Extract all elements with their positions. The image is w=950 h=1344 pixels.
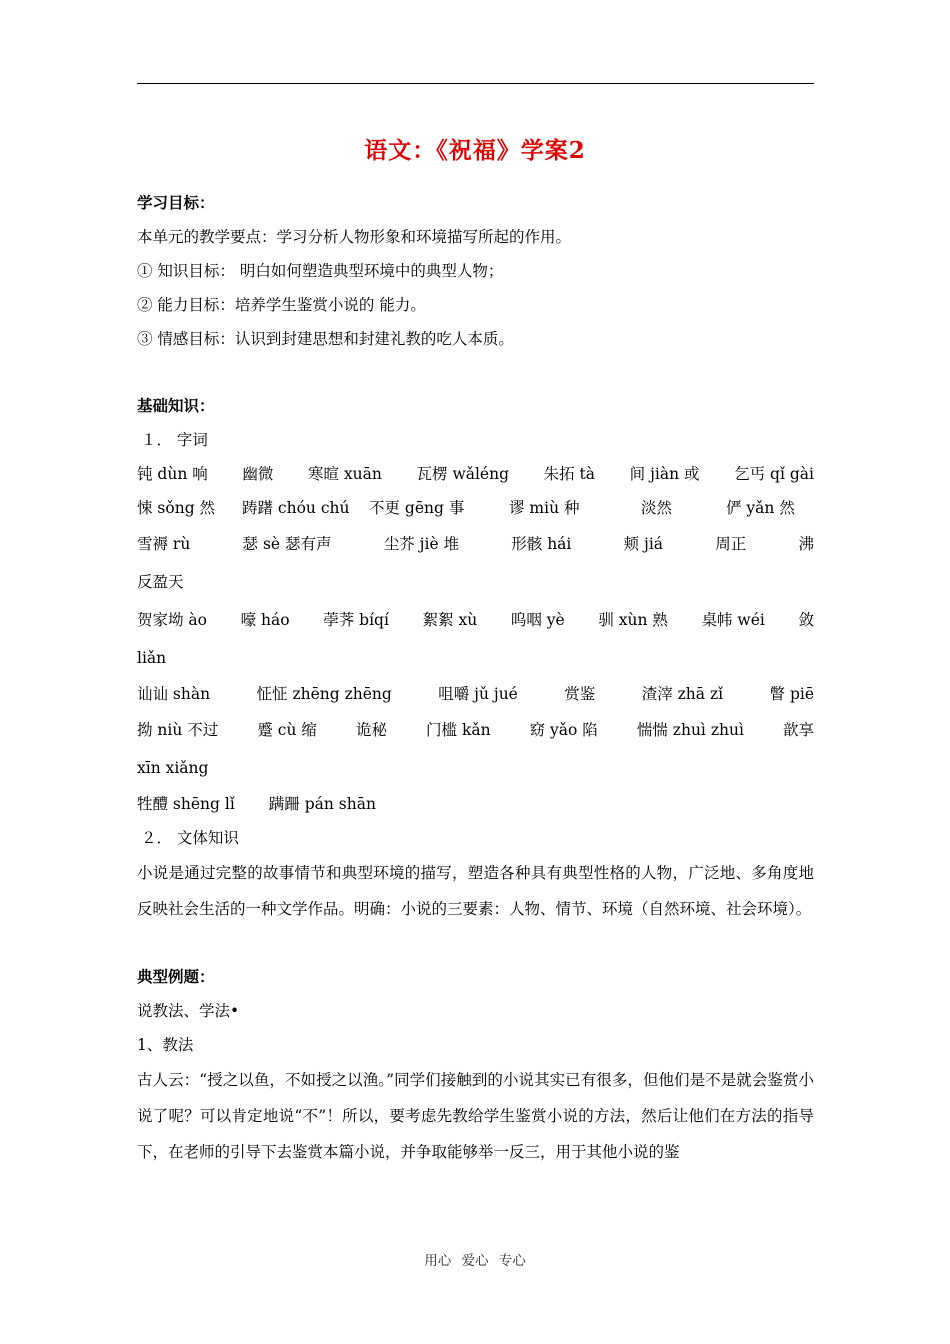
vocab-word: 间 jiàn 或 [629, 465, 700, 483]
vocab-word: 桌帏 wéi [701, 611, 765, 629]
vocab-word: 幽微 [242, 465, 274, 483]
vocab-word: 窈 yǎo 陷 [529, 721, 598, 739]
vocab-word: 赏鉴 [564, 685, 596, 703]
vocab-row [137, 525, 814, 563]
vocab-word: 反盈天 [137, 573, 184, 591]
vocab-word: 贺家坳 ào [137, 611, 207, 629]
examples-heading: 典型例题： [137, 967, 215, 986]
vocab-word: 瑟 sè 瑟有声 [242, 535, 332, 553]
vocab-word: 蹙 cù 缩 [257, 721, 317, 739]
vocab-word: 荸荠 bíqí [323, 611, 389, 629]
vocab-list [137, 457, 814, 821]
vocab-word: 颊 jiá [623, 535, 664, 553]
vocab-word: 乞丐 qǐ gài [734, 465, 814, 483]
vocab-word: 形骸 hái [511, 535, 572, 553]
vocab-word: 悚 sǒng 然 [137, 499, 216, 517]
vocab-word: 瓦楞 wǎléng [416, 465, 509, 483]
genre-paragraph: 小说是通过完整的故事情节和典型环境的描写，塑造各种具有典型性格的人物，广泛地、多角度地反映社会生活的一种文学作品。明确：小说的三要素：人物、情节、环境（自然环境、社会环境）。 [137, 864, 814, 918]
vocab-word: 沸 [798, 535, 814, 553]
vocab-word: 寒暄 xuān [308, 465, 382, 483]
objective-line: 本单元的教学要点：学习分析人物形象和环境描写所起的作用。 [137, 228, 572, 246]
vocab-row [137, 711, 814, 749]
vocab-word: 不更 gēng 事 [369, 499, 465, 517]
vocab-word: xīn xiǎng [137, 759, 209, 777]
vocab-word: 怔怔 zhēng zhēng [256, 685, 392, 703]
vocab-word: 朱拓 tà [543, 465, 596, 483]
vocab-row [137, 563, 814, 601]
basics-heading: 基础知识： [137, 396, 215, 415]
vocab-word: 门槛 kǎn [426, 721, 491, 739]
vocab-word: 呜咽 yè [510, 611, 565, 629]
vocab-word: 敛 [798, 611, 814, 629]
vocab-word: 尘芥 jiè 堆 [383, 535, 460, 553]
vocab-word: 歆享 [782, 721, 814, 739]
vocab-row [137, 749, 814, 787]
examples-paragraph: 古人云：“授之以鱼，不如授之以渔。”同学们接触到的小说其实已有很多，但他们是不是就会鉴赏小说了呢？可以肯定地说“不”！所以，要考虑先教给学生鉴赏小说的方法，然后让他们在方法的指导下，在老师的引导下去鉴赏本篇小说，并争取能够举一反三，用于其他小说的鉴 [137, 1071, 814, 1161]
examples-line: 1、教法 [137, 1036, 194, 1054]
objective-line: ② 能力目标：培养学生鉴赏小说的 能力。 [137, 296, 426, 314]
vocab-word: 牲醴 shēng lǐ [137, 795, 235, 813]
vocab-subheading: １． 字词 [141, 431, 208, 449]
vocab-row [137, 601, 814, 639]
objective-line: ③ 情感目标：认识到封建思想和封建礼教的吃人本质。 [137, 330, 514, 348]
vocab-word: 瞥 piē [769, 685, 814, 703]
vocab-word: 拗 niù 不过 [137, 721, 219, 739]
page-title: 语文：《祝福》学案2 [364, 137, 586, 164]
vocab-word: 谬 miù 种 [509, 499, 580, 517]
vocab-word: 咀嚼 jǔ jué [438, 685, 518, 703]
vocab-row [137, 787, 814, 821]
objective-line: ① 知识目标： 明白如何塑造典型环境中的典型人物； [137, 262, 504, 280]
vocab-word: 蹒跚 pán shān [268, 795, 376, 813]
vocab-row [137, 491, 814, 525]
vocab-word: 渣滓 zhā zǐ [641, 685, 724, 703]
vocab-word: 讪讪 shàn [137, 685, 211, 703]
vocab-word: 周正 [715, 535, 747, 553]
vocab-word: 诡秘 [355, 721, 387, 739]
vocab-row [137, 457, 814, 491]
objectives-heading: 学习目标： [137, 193, 215, 212]
examples-line: 说教法、学法• [137, 1002, 240, 1020]
vocab-word: 絮絮 xù [422, 611, 478, 629]
vocab-word: 雪褥 rù [137, 535, 191, 553]
header-rule [137, 83, 814, 84]
vocab-word: 踌躇 chóu chú [242, 499, 350, 517]
vocab-word: 淡然 [641, 499, 673, 517]
vocab-word: liǎn [137, 649, 167, 667]
document-body [137, 186, 814, 1170]
vocab-row [137, 639, 814, 677]
genre-subheading: ２． 文体知识 [141, 829, 239, 847]
vocab-word: 嚎 háo [240, 611, 290, 629]
vocab-word: 钝 dùn 响 [137, 465, 208, 483]
vocab-word: 驯 xùn 熟 [598, 611, 668, 629]
vocab-row [137, 677, 814, 711]
vocab-word: 惴惴 zhuì zhuì [636, 721, 744, 739]
vocab-word: 俨 yǎn 然 [726, 499, 795, 517]
page-footer: 用心 爱心 专心 [424, 1253, 526, 1269]
